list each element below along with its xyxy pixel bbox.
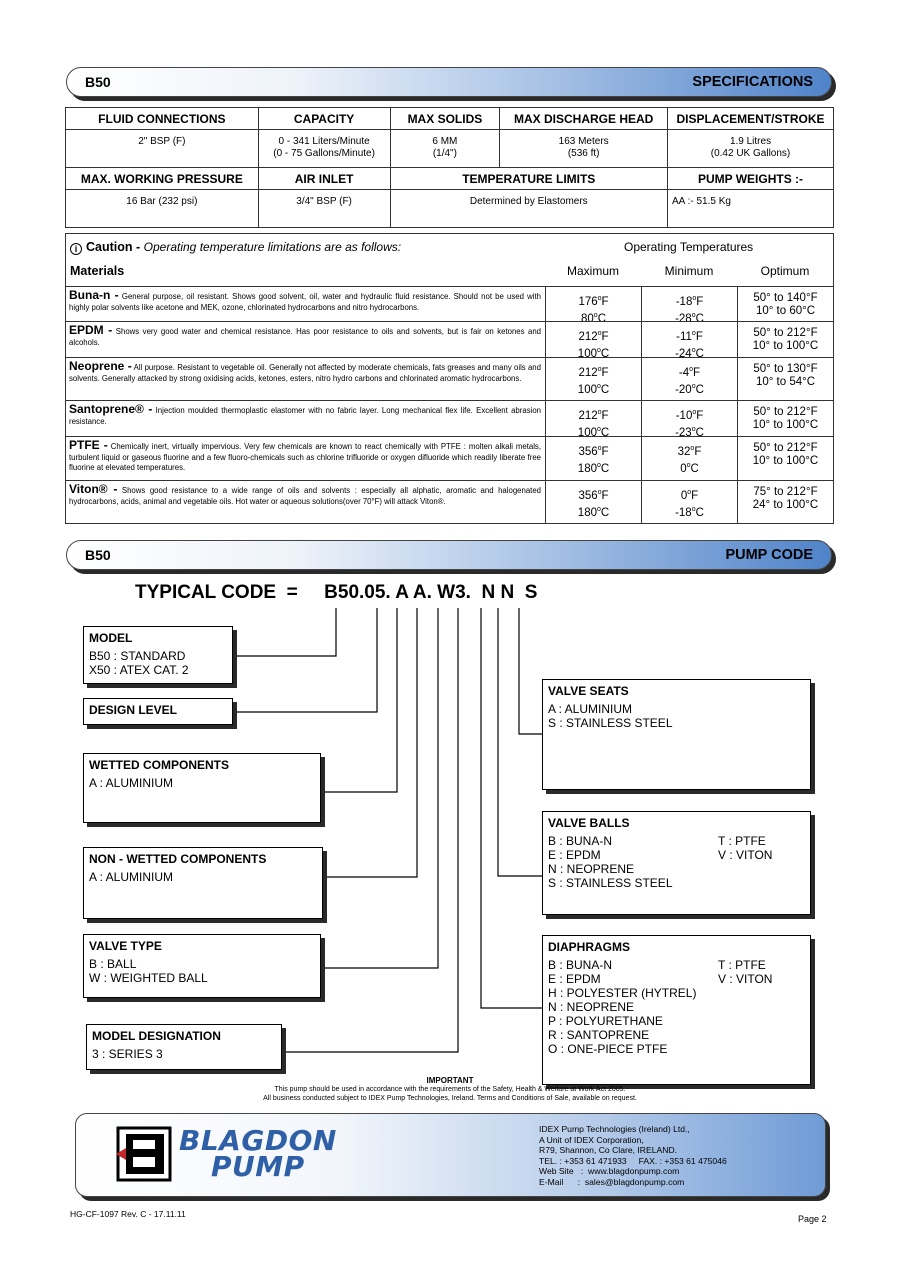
min-temp: 32$^o$F 0$^o$C bbox=[641, 437, 737, 480]
design-level-box: DESIGN LEVEL bbox=[83, 698, 233, 725]
section-title: PUMP CODE bbox=[725, 547, 813, 563]
spec-label: MAX. WORKING PRESSURE bbox=[66, 168, 259, 190]
spec-value: AA :- 51.5 Kg bbox=[668, 190, 834, 228]
spec-label: TEMPERATURE LIMITS bbox=[390, 168, 668, 190]
model-label: B50 bbox=[85, 74, 111, 90]
max-temp: 212$^o$F 100$^o$C bbox=[545, 401, 641, 436]
model-designation-box: MODEL DESIGNATION 3 : SERIES 3 bbox=[86, 1024, 282, 1070]
material-description: PTFE - Chemically inert, virtually impervious. Very few chemicals are known to react chemically with PTFE : molten alkali metals, turbulent liquid or gaseous fluorine and a few fluoro-chemicals such as chlorine trifluoride or oxygen difluoride which readily liberate free fluorine at elevated temperatures. bbox=[69, 438, 541, 472]
typical-code: TYPICAL CODE = B50.05. A A. W3. N N S bbox=[135, 582, 538, 603]
material-description: Viton® - Shows good resistance to a wide range of oils and solvents : especially all alphatic, aromatic and halogenated hydrocarbons, acids, animal and vegetable oils. Hot water or aqueous solutions(over 70°F) will attack Viton®. bbox=[69, 482, 542, 506]
spec-label: DISPLACEMENT/STROKE bbox=[668, 108, 834, 130]
spec-value: 6 MM (1/4") bbox=[390, 130, 500, 168]
min-temp: -18$^o$F -28$^o$C bbox=[641, 287, 737, 321]
spec-label: AIR INLET bbox=[258, 168, 390, 190]
model-label: B50 bbox=[85, 547, 111, 563]
min-temp: -11$^o$F -24$^o$C bbox=[641, 322, 737, 357]
optimum-temp: 50° to 140°F 10° to 60°C bbox=[737, 287, 833, 321]
spec-label: MAX DISCHARGE HEAD bbox=[500, 108, 668, 130]
important-note: IMPORTANT This pump should be used in accordance with the requirements of the Safety, Health & Welfare at Work Act 2005. All business conducted subject to IDEX Pump Technologies, Ireland. Terms and Conditions of Sale, available on request. bbox=[263, 1076, 637, 1102]
model-box: MODEL B50 : STANDARD X50 : ATEX CAT. 2 bbox=[83, 626, 233, 684]
max-temp: 356$^o$F 180$^o$C bbox=[545, 437, 641, 480]
spec-label: MAX SOLIDS bbox=[390, 108, 500, 130]
max-temp: 212$^o$F 100$^o$C bbox=[545, 322, 641, 357]
column-maximum: Maximum bbox=[566, 264, 619, 278]
valve-balls-box: VALVE BALLS B : BUNA-N E : EPDM N : NEOPRENE S : STAINLESS STEEL T : PTFE V : VITON bbox=[542, 811, 811, 915]
material-description: Santoprene® - Injection moulded thermoplastic elastomer with no fabric layer. Long mechanical flex life. Excellent abrasion resistance. bbox=[69, 402, 541, 426]
material-description: EPDM - Shows very good water and chemical resistance. Has poor resistance to oils and solvents, but is fair on ketones and alcohols. bbox=[69, 323, 542, 347]
footer-banner bbox=[75, 1113, 826, 1197]
column-minimum: Minimum bbox=[664, 264, 714, 278]
optimum-temp: 50° to 130°F 10° to 54°C bbox=[737, 358, 833, 400]
min-temp: -10$^o$F -23$^o$C bbox=[641, 401, 737, 436]
min-temp: 0$^o$F -18$^o$C bbox=[641, 481, 737, 524]
materials-heading: Materials bbox=[70, 264, 125, 278]
spec-label: PUMP WEIGHTS :- bbox=[668, 168, 834, 190]
blagdon-b-logo-icon bbox=[116, 1126, 172, 1182]
company-logo-text: BLAGDON PUMP bbox=[179, 1124, 337, 1183]
spec-value: 16 Bar (232 psi) bbox=[66, 190, 259, 228]
valve-seats-box: VALVE SEATS A : ALUMINIUM S : STAINLESS STEEL bbox=[542, 679, 811, 790]
revision-number: HG-CF-1097 Rev. C - 17.11.11 bbox=[70, 1209, 186, 1219]
section-title: SPECIFICATIONS bbox=[692, 74, 813, 90]
spec-value: 2" BSP (F) bbox=[66, 130, 259, 168]
optimum-temp: 50° to 212°F 10° to 100°C bbox=[737, 322, 833, 357]
min-temp: -4$^o$F -20$^o$C bbox=[641, 358, 737, 400]
column-optimum: Optimum bbox=[760, 264, 810, 278]
spec-value: 0 - 341 Liters/Minute (0 - 75 Gallons/Minute) bbox=[258, 130, 390, 168]
spec-label: CAPACITY bbox=[258, 108, 390, 130]
diaphragms-box: DIAPHRAGMS B : BUNA-N E : EPDM H : POLYESTER (HYTREL) N : NEOPRENE P : POLYURETHANE R : SANTOPRENE O : ONE-PIECE PTFE T : PTFE V : VITON bbox=[542, 935, 811, 1085]
optimum-temp: 50° to 212°F 10° to 100°C bbox=[737, 401, 833, 436]
non-wetted-components-box: NON - WETTED COMPONENTS A : ALUMINIUM bbox=[83, 847, 323, 919]
page-number: Page 2 bbox=[798, 1214, 827, 1224]
spec-value: 3/4" BSP (F) bbox=[258, 190, 390, 228]
max-temp: 176$^o$F 80$^o$C bbox=[545, 287, 641, 321]
spec-value: 1.9 Litres (0.42 UK Gallons) bbox=[668, 130, 834, 168]
max-temp: 212$^o$F 100$^o$C bbox=[545, 358, 641, 400]
wetted-components-box: WETTED COMPONENTS A : ALUMINIUM bbox=[83, 753, 321, 823]
spec-value: 163 Meters (536 ft) bbox=[500, 130, 668, 168]
optimum-temp: 50° to 212°F 10° to 100°C bbox=[737, 437, 833, 480]
operating-temperatures-heading: Operating Temperatures bbox=[624, 240, 754, 254]
spec-label: FLUID CONNECTIONS bbox=[66, 108, 259, 130]
optimum-temp: 75° to 212°F 24° to 100°C bbox=[737, 481, 833, 524]
material-description: Buna-n - General purpose, oil resistant. Shows good solvent, oil, water and hydraulic fluid resistance. Should not be used with highly polar solvents like acetone and MEK, ozone, chlorinated hydrocarbons and nitro hydrocarbons. bbox=[69, 288, 541, 312]
material-description: Neoprene - All purpose. Resistant to vegetable oil. Generally not affected by moderate chemicals, fats greases and many oils and solvents. Generally attacked by strong oxidising acids, ketones, esters, nitro hydro carbons and chlorinated aromatic hydrocarbons. bbox=[69, 359, 541, 383]
max-temp: 356$^o$F 180$^o$C bbox=[545, 481, 641, 524]
spec-value: Determined by Elastomers bbox=[390, 190, 668, 228]
valve-type-box: VALVE TYPE B : BALL W : WEIGHTED BALL bbox=[83, 934, 321, 998]
caution-note: i Caution - Operating temperature limitations are as follows: bbox=[70, 240, 401, 255]
info-circle-icon: i bbox=[70, 243, 82, 255]
company-contact-info: IDEX Pump Technologies (Ireland) Ltd., A Unit of IDEX Corporation, R79, Shannon, Co Clare, IRELAND. TEL. : +353 61 471933 FAX. : +353 61 475046 Web Site : www.blagdonpump.com E-Mail : sales@blagdonpump.com bbox=[539, 1124, 727, 1187]
